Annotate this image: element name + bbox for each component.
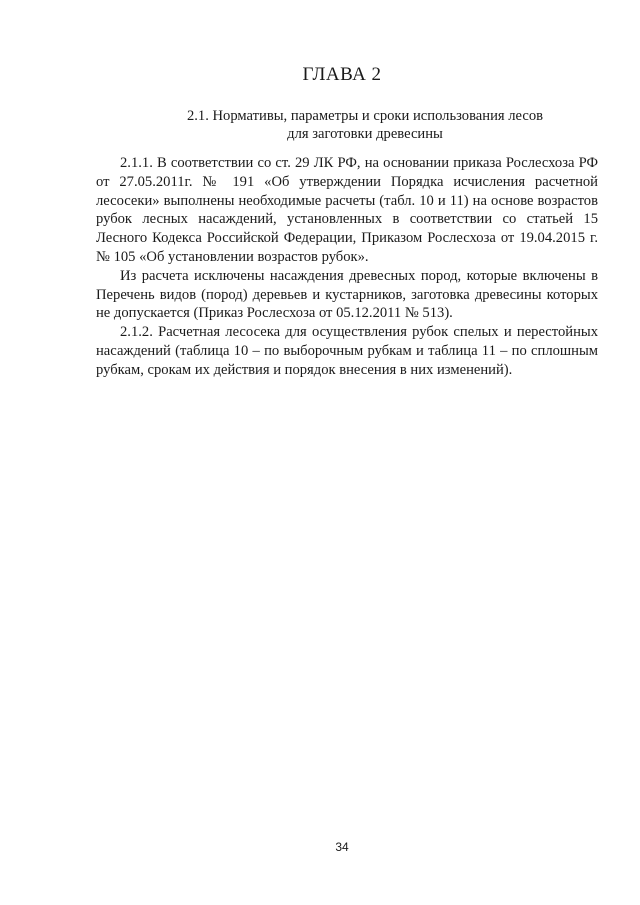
section-title-line-2: для заготовки древесины — [287, 126, 443, 142]
chapter-heading: ГЛАВА 2 — [302, 64, 382, 85]
paragraph-2-1-2: 2.1.2. Расчетная лесосека для осуществления рубок спелых и перестойных насаждений (таблица 10 – по выборочным рубкам и таблица 11 – по сплошным рубкам, срокам их действия и порядок внесения в них изменений). — [96, 324, 598, 378]
section-title-line-1: 2.1. Нормативы, параметры и сроки использования лесов — [186, 108, 544, 124]
paragraph-exclusions: Из расчета исключены насаждения древесных пород, которые включены в Перечень видов (пород) деревьев и кустарников, заготовка древесины которых не допускается (Приказ Рослесхоза от 05.12.2011 № 513). — [96, 267, 598, 322]
paragraph-2-1-1: 2.1.1. В соответствии со ст. 29 ЛК РФ, на основании приказа Рослесхоза РФ от 27.05.2011г. № 191 «Об утверждении Порядка исчисления расчетной лесосеки» выполнены необходимые расчеты (табл. 10 и 11) на основе возрастов рубок лесных насаждений, установленных в соответствии со статьей 15 Лесного Кодекса Российской Федерации, Приказом Рослесхоза от 19.04.2015 г. № 105 «Об установлении возрастов рубок». — [96, 155, 598, 265]
section-title — [140, 107, 590, 143]
body-text — [96, 154, 598, 380]
page-number: 34 — [335, 840, 349, 854]
